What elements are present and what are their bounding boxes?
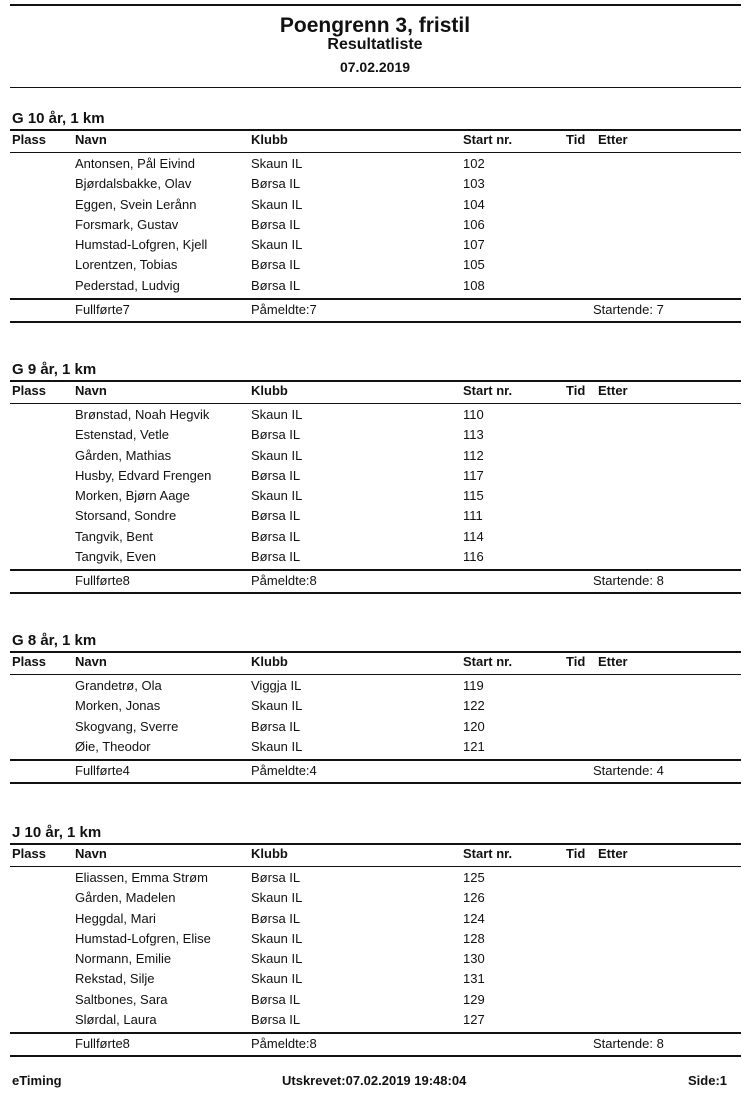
table-row: [0, 215, 750, 235]
section-bottom-rule: [10, 782, 741, 784]
cell-name: Antonsen, Pål Eivind: [75, 156, 195, 171]
table-row: [0, 676, 750, 696]
cell-start-number: 106: [463, 216, 485, 232]
cell-name: Humstad-Lofgren, Kjell: [75, 237, 208, 253]
section-summary: [0, 300, 750, 320]
cell-start-number: 127: [463, 1012, 485, 1028]
cell-start-number: 117: [463, 467, 484, 483]
column-header-navn: Navn: [75, 132, 107, 147]
section-bottom-rule: [10, 592, 741, 594]
summary-completed: Fullførte8: [75, 573, 130, 589]
section-bottom-rule: [10, 321, 741, 323]
cell-start-number: 116: [463, 549, 484, 565]
cell-club: Børsa IL: [251, 718, 301, 734]
column-header-rule: [10, 152, 741, 153]
table-row: [0, 547, 750, 567]
summary-completed: Fullførte7: [75, 302, 130, 318]
table-row: [0, 949, 750, 969]
cell-start-number: 128: [463, 930, 485, 946]
cell-start-number: 130: [463, 951, 485, 967]
table-row: [0, 276, 750, 296]
cell-start-number: 121: [463, 738, 485, 754]
table-row: [0, 466, 750, 486]
cell-club: Skaun IL: [251, 971, 303, 987]
column-header-row: [0, 381, 750, 401]
table-row: [0, 255, 750, 275]
column-header-tid: Tid: [566, 846, 586, 861]
cell-name: Morken, Bjørn Aage: [75, 488, 190, 504]
column-header-rule: [10, 403, 741, 404]
cell-club: Skaun IL: [251, 447, 303, 463]
column-header-klubb: Klubb: [251, 846, 288, 861]
cell-club: Viggja IL: [251, 678, 302, 693]
cell-name: Bjørdalsbakke, Olav: [75, 176, 192, 192]
column-header-start: Start nr.: [463, 383, 513, 398]
table-row: [0, 737, 750, 757]
table-row: [0, 888, 750, 908]
cell-name: Saltbones, Sara: [75, 991, 168, 1007]
page-title: Poengrenn 3, fristil: [279, 14, 471, 37]
column-header-etter: Etter: [598, 846, 628, 861]
column-header-start: Start nr.: [463, 132, 513, 147]
cell-name: Rekstad, Silje: [75, 971, 155, 987]
page-date: 07.02.2019: [339, 59, 411, 75]
column-header-klubb: Klubb: [251, 383, 288, 398]
cell-start-number: 105: [463, 257, 485, 273]
cell-club: Børsa IL: [251, 277, 301, 293]
section-title: G 10 år, 1 km: [12, 110, 105, 127]
cell-club: Skaun IL: [251, 930, 303, 946]
cell-club: Børsa IL: [251, 528, 301, 544]
result-rows: [0, 868, 750, 1030]
cell-start-number: 131: [463, 971, 485, 987]
column-header-tid: Tid: [566, 132, 586, 147]
table-row: [0, 174, 750, 194]
cell-name: Storsand, Sondre: [75, 508, 177, 524]
cell-start-number: 115: [463, 488, 484, 504]
column-header-navn: Navn: [75, 654, 107, 669]
section-bottom-rule: [10, 1055, 741, 1057]
column-header-tid: Tid: [566, 383, 586, 398]
table-row: [0, 506, 750, 526]
cell-club: Børsa IL: [251, 870, 301, 885]
table-row: [0, 929, 750, 949]
summary-starters: Startende: 8: [593, 573, 664, 589]
cell-name: Grandetrø, Ola: [75, 678, 162, 693]
column-header-etter: Etter: [598, 383, 628, 398]
footer-software: eTiming: [12, 1073, 62, 1088]
cell-name: Pederstad, Ludvig: [75, 277, 180, 293]
table-row: [0, 405, 750, 425]
cell-start-number: 104: [463, 196, 485, 212]
cell-name: Eggen, Svein Lerånn: [75, 196, 197, 212]
summary-completed: Fullførte4: [75, 763, 130, 779]
cell-club: Skaun IL: [251, 738, 303, 754]
cell-club: Skaun IL: [251, 196, 303, 212]
cell-start-number: 107: [463, 237, 485, 253]
table-row: [0, 154, 750, 174]
footer-printed: Utskrevet:07.02.2019 19:48:04: [282, 1073, 467, 1088]
table-row: [0, 235, 750, 255]
column-header-navn: Navn: [75, 846, 107, 861]
cell-name: Skogvang, Sverre: [75, 718, 179, 734]
document-header: [0, 14, 750, 76]
section-title: G 8 år, 1 km: [12, 632, 97, 649]
cell-club: Skaun IL: [251, 156, 303, 171]
cell-start-number: 125: [463, 870, 485, 885]
cell-start-number: 108: [463, 277, 485, 293]
result-rows: [0, 154, 750, 296]
cell-name: Estenstad, Vetle: [75, 427, 169, 443]
column-header-etter: Etter: [598, 132, 628, 147]
cell-club: Skaun IL: [251, 890, 303, 906]
table-row: [0, 486, 750, 506]
cell-name: Øie, Theodor: [75, 738, 151, 754]
summary-registered: Påmeldte:8: [251, 1036, 317, 1052]
cell-name: Gården, Madelen: [75, 890, 176, 906]
summary-starters: Startende: 7: [593, 302, 664, 318]
cell-club: Skaun IL: [251, 237, 303, 253]
cell-name: Husby, Edvard Frengen: [75, 467, 212, 483]
column-header-start: Start nr.: [463, 654, 513, 669]
column-header-klubb: Klubb: [251, 132, 288, 147]
summary-registered: Påmeldte:4: [251, 763, 317, 779]
cell-start-number: 120: [463, 718, 485, 734]
cell-start-number: 122: [463, 698, 485, 714]
cell-name: Eliassen, Emma Strøm: [75, 870, 208, 885]
table-row: [0, 527, 750, 547]
cell-name: Tangvik, Bent: [75, 528, 154, 544]
table-row: [0, 446, 750, 466]
table-row: [0, 696, 750, 716]
table-row: [0, 1010, 750, 1030]
column-header-plass: Plass: [12, 846, 46, 861]
table-row: [0, 195, 750, 215]
summary-registered: Påmeldte:8: [251, 573, 317, 589]
cell-club: Skaun IL: [251, 407, 303, 422]
cell-name: Forsmark, Gustav: [75, 216, 179, 232]
cell-start-number: 124: [463, 910, 485, 926]
section-summary: [0, 761, 750, 781]
cell-club: Børsa IL: [251, 508, 301, 524]
cell-club: Børsa IL: [251, 1012, 301, 1028]
column-header-row: [0, 844, 750, 864]
cell-club: Børsa IL: [251, 216, 301, 232]
cell-club: Børsa IL: [251, 427, 301, 443]
column-header-rule: [10, 674, 741, 675]
cell-name: Tangvik, Even: [75, 549, 156, 565]
column-header-tid: Tid: [566, 654, 586, 669]
section-summary: [0, 1034, 750, 1054]
cell-start-number: 112: [463, 447, 484, 463]
cell-club: Børsa IL: [251, 257, 301, 273]
cell-start-number: 114: [463, 528, 484, 544]
cell-name: Gården, Mathias: [75, 447, 172, 463]
column-header-rule: [10, 866, 741, 867]
column-header-start: Start nr.: [463, 846, 513, 861]
cell-start-number: 110: [463, 407, 484, 422]
cell-name: Lorentzen, Tobias: [75, 257, 178, 273]
cell-club: Børsa IL: [251, 549, 301, 565]
column-header-row: [0, 130, 750, 150]
top-rule: [10, 4, 741, 6]
cell-club: Børsa IL: [251, 467, 301, 483]
cell-name: Morken, Jonas: [75, 698, 161, 714]
cell-start-number: 126: [463, 890, 485, 906]
cell-club: Børsa IL: [251, 910, 301, 926]
column-header-plass: Plass: [12, 383, 46, 398]
summary-registered: Påmeldte:7: [251, 302, 317, 318]
result-rows: [0, 405, 750, 567]
summary-starters: Startende: 8: [593, 1036, 664, 1052]
cell-club: Skaun IL: [251, 698, 303, 714]
result-rows: [0, 676, 750, 757]
table-row: [0, 909, 750, 929]
summary-completed: Fullførte8: [75, 1036, 130, 1052]
column-header-etter: Etter: [598, 654, 628, 669]
column-header-row: [0, 652, 750, 672]
cell-club: Skaun IL: [251, 488, 303, 504]
summary-starters: Startende: 4: [593, 763, 664, 779]
column-header-navn: Navn: [75, 383, 107, 398]
column-header-plass: Plass: [12, 654, 46, 669]
section-summary: [0, 571, 750, 591]
cell-club: Skaun IL: [251, 951, 303, 967]
cell-start-number: 113: [463, 427, 484, 443]
table-row: [0, 425, 750, 445]
page-footer: [0, 1072, 750, 1090]
cell-name: Humstad-Lofgren, Elise: [75, 930, 211, 946]
table-row: [0, 990, 750, 1010]
cell-club: Børsa IL: [251, 176, 301, 192]
column-header-klubb: Klubb: [251, 654, 288, 669]
section-title: G 9 år, 1 km: [12, 361, 97, 378]
cell-name: Brønstad, Noah Hegvik: [75, 407, 210, 422]
cell-club: Børsa IL: [251, 991, 301, 1007]
cell-start-number: 102: [463, 156, 485, 171]
cell-start-number: 119: [463, 678, 484, 693]
page-subtitle: Resultatliste: [327, 36, 423, 53]
cell-start-number: 111: [463, 508, 483, 524]
cell-name: Normann, Emilie: [75, 951, 172, 967]
header-rule: [10, 87, 741, 88]
table-row: [0, 717, 750, 737]
cell-start-number: 129: [463, 991, 485, 1007]
cell-name: Heggdal, Mari: [75, 910, 156, 926]
footer-page-number: Side:1: [688, 1073, 728, 1088]
table-row: [0, 969, 750, 989]
cell-name: Slørdal, Laura: [75, 1012, 157, 1028]
cell-start-number: 103: [463, 176, 485, 192]
table-row: [0, 868, 750, 888]
column-header-plass: Plass: [12, 132, 46, 147]
section-title: J 10 år, 1 km: [12, 824, 102, 841]
